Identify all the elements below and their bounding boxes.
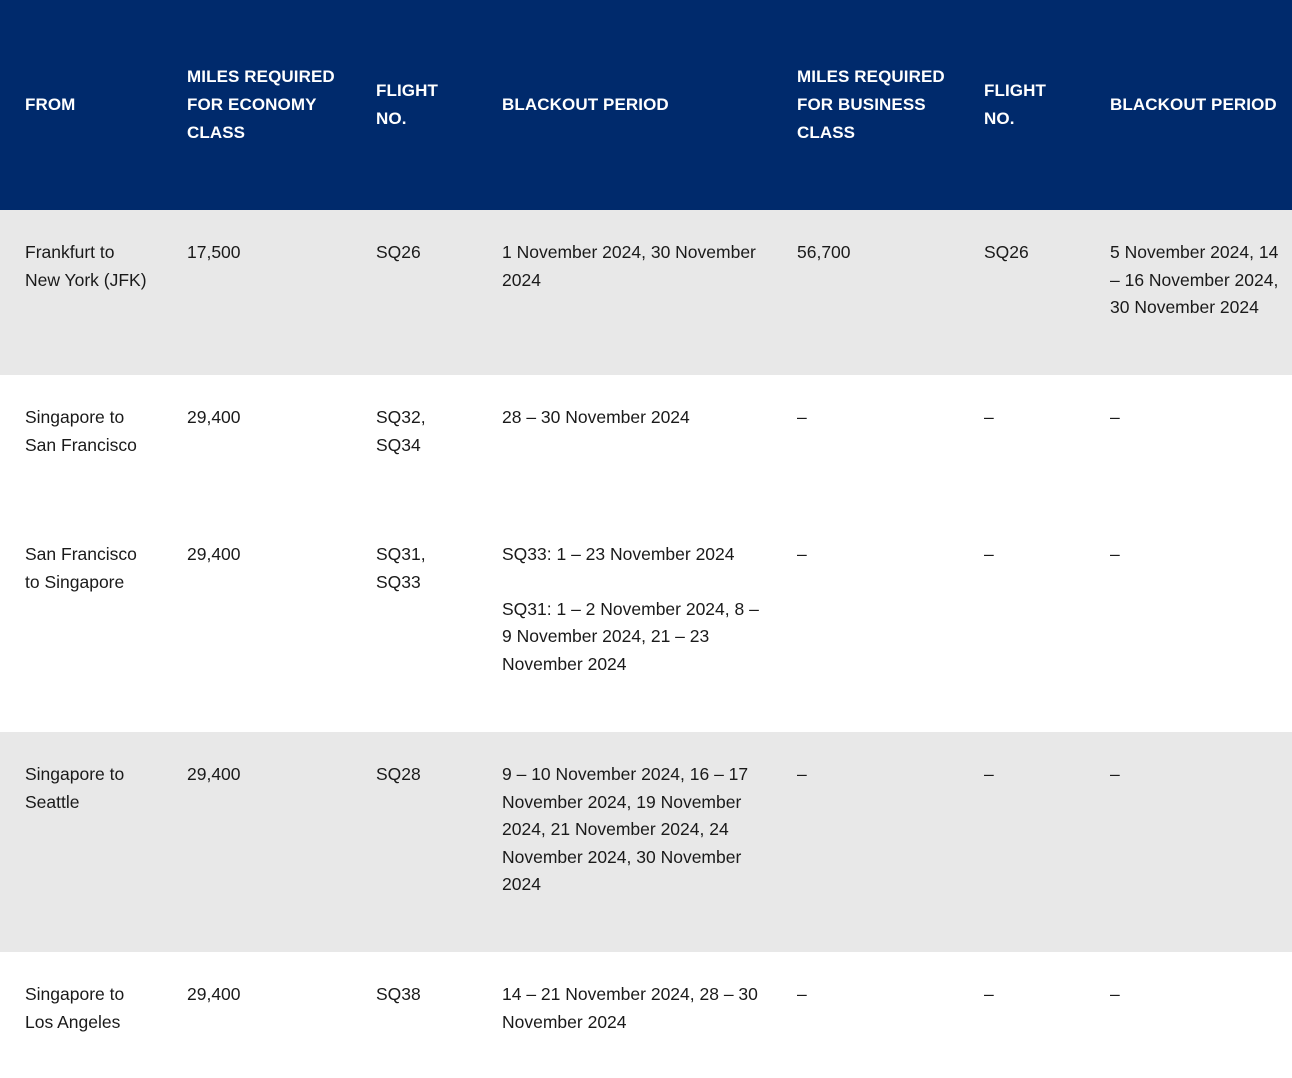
blackout-paragraph: SQ31: 1 – 2 November 2024, 8 – 9 November 2024, 21 – 23 November 2024 (502, 598, 759, 674)
cell-economy-miles: 29,400 (187, 407, 241, 427)
cell-economy-blackout: 9 – 10 November 2024, 16 – 17 November 2024, 19 November 2024, 21 November 2024, 24 November 2024, 30 November 2024 (502, 764, 749, 894)
cell-economy-flight: SQ28 (376, 764, 421, 784)
cell-economy-blackout: 1 November 2024, 30 November 2024 (502, 242, 756, 290)
cell-business-miles: – (797, 984, 807, 1004)
cell-economy-miles: 29,400 (187, 984, 241, 1004)
cell-economy-blackout: 14 – 21 November 2024, 28 – 30 November 2024 (502, 984, 758, 1032)
header-from: FROM (25, 95, 76, 114)
cell-economy-flight: SQ38 (376, 984, 421, 1004)
blackout-paragraph: SQ33: 1 – 23 November 2024 (502, 544, 735, 564)
table-row (0, 732, 1292, 952)
cell-business-miles: 56,700 (797, 242, 851, 262)
cell-business-blackout: 5 November 2024, 14 – 16 November 2024, 30 November 2024 (1110, 242, 1279, 317)
header-business-flight: FLIGHT NO. (984, 81, 1046, 128)
cell-from: Frankfurt to New York (JFK) (25, 242, 147, 290)
cell-economy-flight: SQ26 (376, 242, 421, 262)
cell-business-blackout: – (1110, 407, 1120, 427)
cell-from: Singapore to San Francisco (25, 407, 137, 455)
cell-economy-flight: SQ32, SQ34 (376, 407, 426, 455)
table-body (0, 210, 1292, 1078)
cell-economy-miles: 17,500 (187, 242, 241, 262)
table-row (0, 375, 1292, 512)
table-row (0, 210, 1292, 375)
cell-business-blackout: – (1110, 544, 1120, 564)
cell-economy-blackout (477, 512, 772, 732)
cell-business-flight: SQ26 (984, 242, 1029, 262)
cell-from: Singapore to Seattle (25, 764, 125, 812)
header-row (0, 0, 1292, 210)
header-business-miles: MILES REQUIRED FOR BUSINESS CLASS (797, 67, 945, 142)
cell-business-miles: – (797, 544, 807, 564)
cell-business-flight: – (984, 407, 994, 427)
header-economy-blackout: BLACKOUT PERIOD (502, 95, 669, 114)
cell-business-miles: – (797, 764, 807, 784)
cell-business-blackout: – (1110, 984, 1120, 1004)
cell-economy-miles: 29,400 (187, 764, 241, 784)
table-row (0, 512, 1292, 732)
cell-business-flight: – (984, 984, 994, 1004)
header-economy-flight: FLIGHT NO. (376, 81, 438, 128)
table-row (0, 952, 1292, 1078)
table-header (0, 0, 1292, 210)
header-economy-miles: MILES REQUIRED FOR ECONOMY CLASS (187, 67, 335, 142)
cell-from: Singapore to Los Angeles (25, 984, 125, 1032)
cell-business-miles: – (797, 407, 807, 427)
cell-business-flight: – (984, 764, 994, 784)
cell-economy-flight: SQ31, SQ33 (376, 544, 426, 592)
cell-business-blackout: – (1110, 764, 1120, 784)
cell-economy-blackout: 28 – 30 November 2024 (502, 407, 690, 427)
paragraph-gap (502, 569, 760, 596)
header-business-blackout: BLACKOUT PERIOD (1110, 95, 1277, 114)
cell-from: San Francisco to Singapore (25, 544, 137, 592)
cell-business-flight: – (984, 544, 994, 564)
cell-economy-miles: 29,400 (187, 544, 241, 564)
